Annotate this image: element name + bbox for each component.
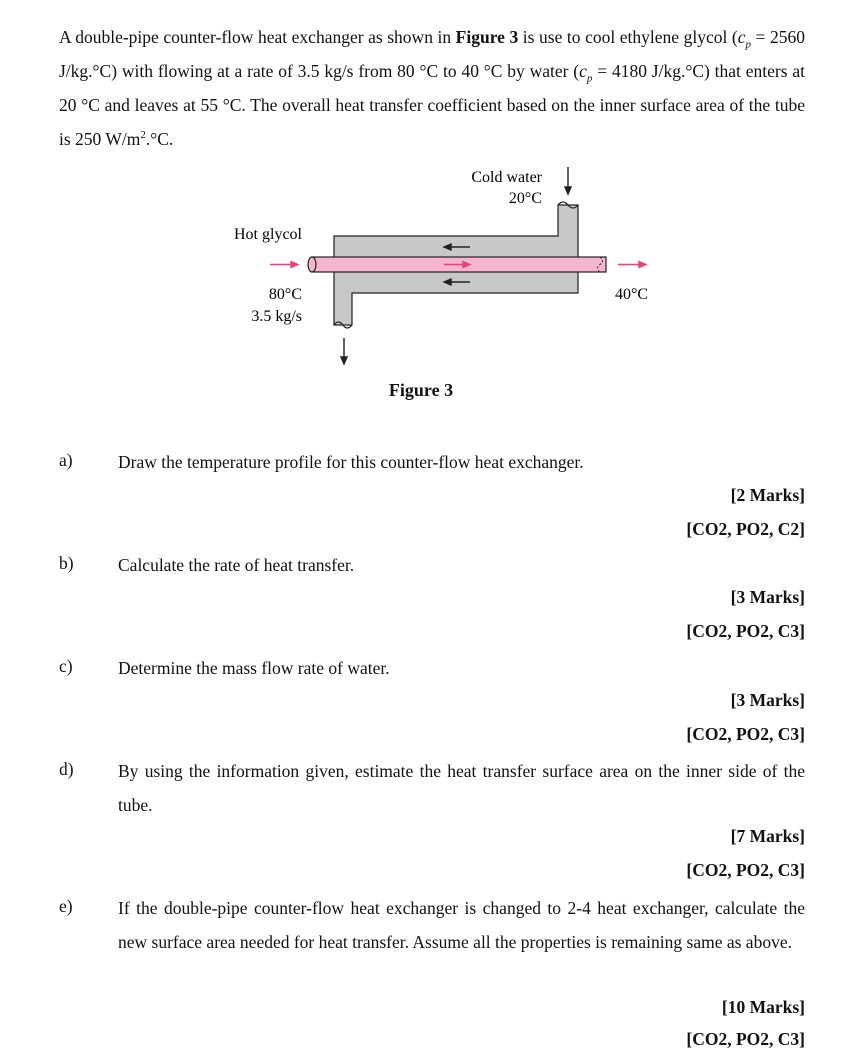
question-d-outcomes: [CO2, PO2, C3]: [686, 860, 805, 880]
question-a-text: Draw the temperature profile for this counter-flow heat exchanger.: [118, 452, 584, 472]
intro-text-3: = 2560 J/kg.°C) with flowing at a rate of 3.5 kg/s from 80 °C to 40 °C by water (: [59, 27, 805, 81]
question-d-text: By using the information given, estimate the heat transfer surface area on the inner side of the tube.: [118, 761, 805, 815]
hot-outlet-temp: 40°C: [615, 286, 649, 303]
question-c-text: Determine the mass flow rate of water.: [118, 658, 390, 678]
question-b-text: Calculate the rate of heat transfer.: [118, 555, 355, 575]
figure-caption: Figure 3: [388, 380, 454, 400]
cold-water-label: Cold water: [471, 169, 542, 186]
question-d-letter: d): [59, 759, 74, 779]
hot-inlet-temp: 80°C: [268, 286, 302, 303]
question-e-outcomes: [CO2, PO2, C3]: [686, 1029, 805, 1049]
superscript-2: 2: [140, 129, 146, 142]
hot-glycol-label: Hot glycol: [234, 226, 302, 243]
question-e-text: If the double-pipe counter-flow heat exchanger is changed to 2-4 heat exchanger, calculate the new surface area needed for heat transfer. Assume all the properties is remaining same as above.: [118, 898, 805, 952]
intro-text-5: .°C.: [145, 129, 174, 149]
heat-exchanger-figure: [0, 160, 842, 400]
intro-text-4: = 4180 J/kg.°C) that enters at 20 °C and leaves at 55 °C. The overall heat transfer coefficient based on the inner surface area of the tube is 250 W/m: [59, 61, 805, 149]
intro-text-1: A double-pipe counter-flow heat exchanger as shown in: [59, 27, 456, 47]
cp-subscript: p: [745, 38, 751, 51]
problem-statement: [59, 20, 805, 156]
cold-outlet-arrow: [341, 338, 347, 364]
intro-text-2: is use to cool ethylene glycol (: [518, 27, 738, 47]
question-a-marks: [2 Marks]: [730, 485, 805, 505]
cp-subscript-2: p: [586, 72, 593, 85]
question-b-letter: b): [59, 553, 74, 573]
cp-symbol: c: [737, 27, 746, 47]
hot-flow-rate: 3.5 kg/s: [251, 308, 302, 325]
cold-inlet-arrow: [565, 167, 571, 194]
question-e-marks: [10 Marks]: [721, 997, 805, 1017]
figure-reference: Figure 3: [455, 27, 519, 47]
hot-inlet-arrow: [270, 262, 298, 268]
question-a-outcomes: [CO2, PO2, C2]: [686, 519, 805, 539]
question-a-letter: a): [59, 450, 73, 470]
question-b-marks: [3 Marks]: [730, 587, 805, 607]
question-e-letter: e): [59, 896, 73, 916]
cold-water-temp: 20°C: [508, 190, 542, 207]
tube-inlet-end: [308, 257, 316, 272]
question-b-outcomes: [CO2, PO2, C3]: [686, 621, 805, 641]
hot-outlet-arrow: [618, 262, 646, 268]
cp-symbol-2: c: [579, 61, 587, 81]
question-c-letter: c): [59, 656, 73, 676]
question-c-outcomes: [CO2, PO2, C3]: [686, 724, 805, 744]
question-d-marks: [7 Marks]: [730, 826, 805, 846]
question-c-marks: [3 Marks]: [730, 690, 805, 710]
